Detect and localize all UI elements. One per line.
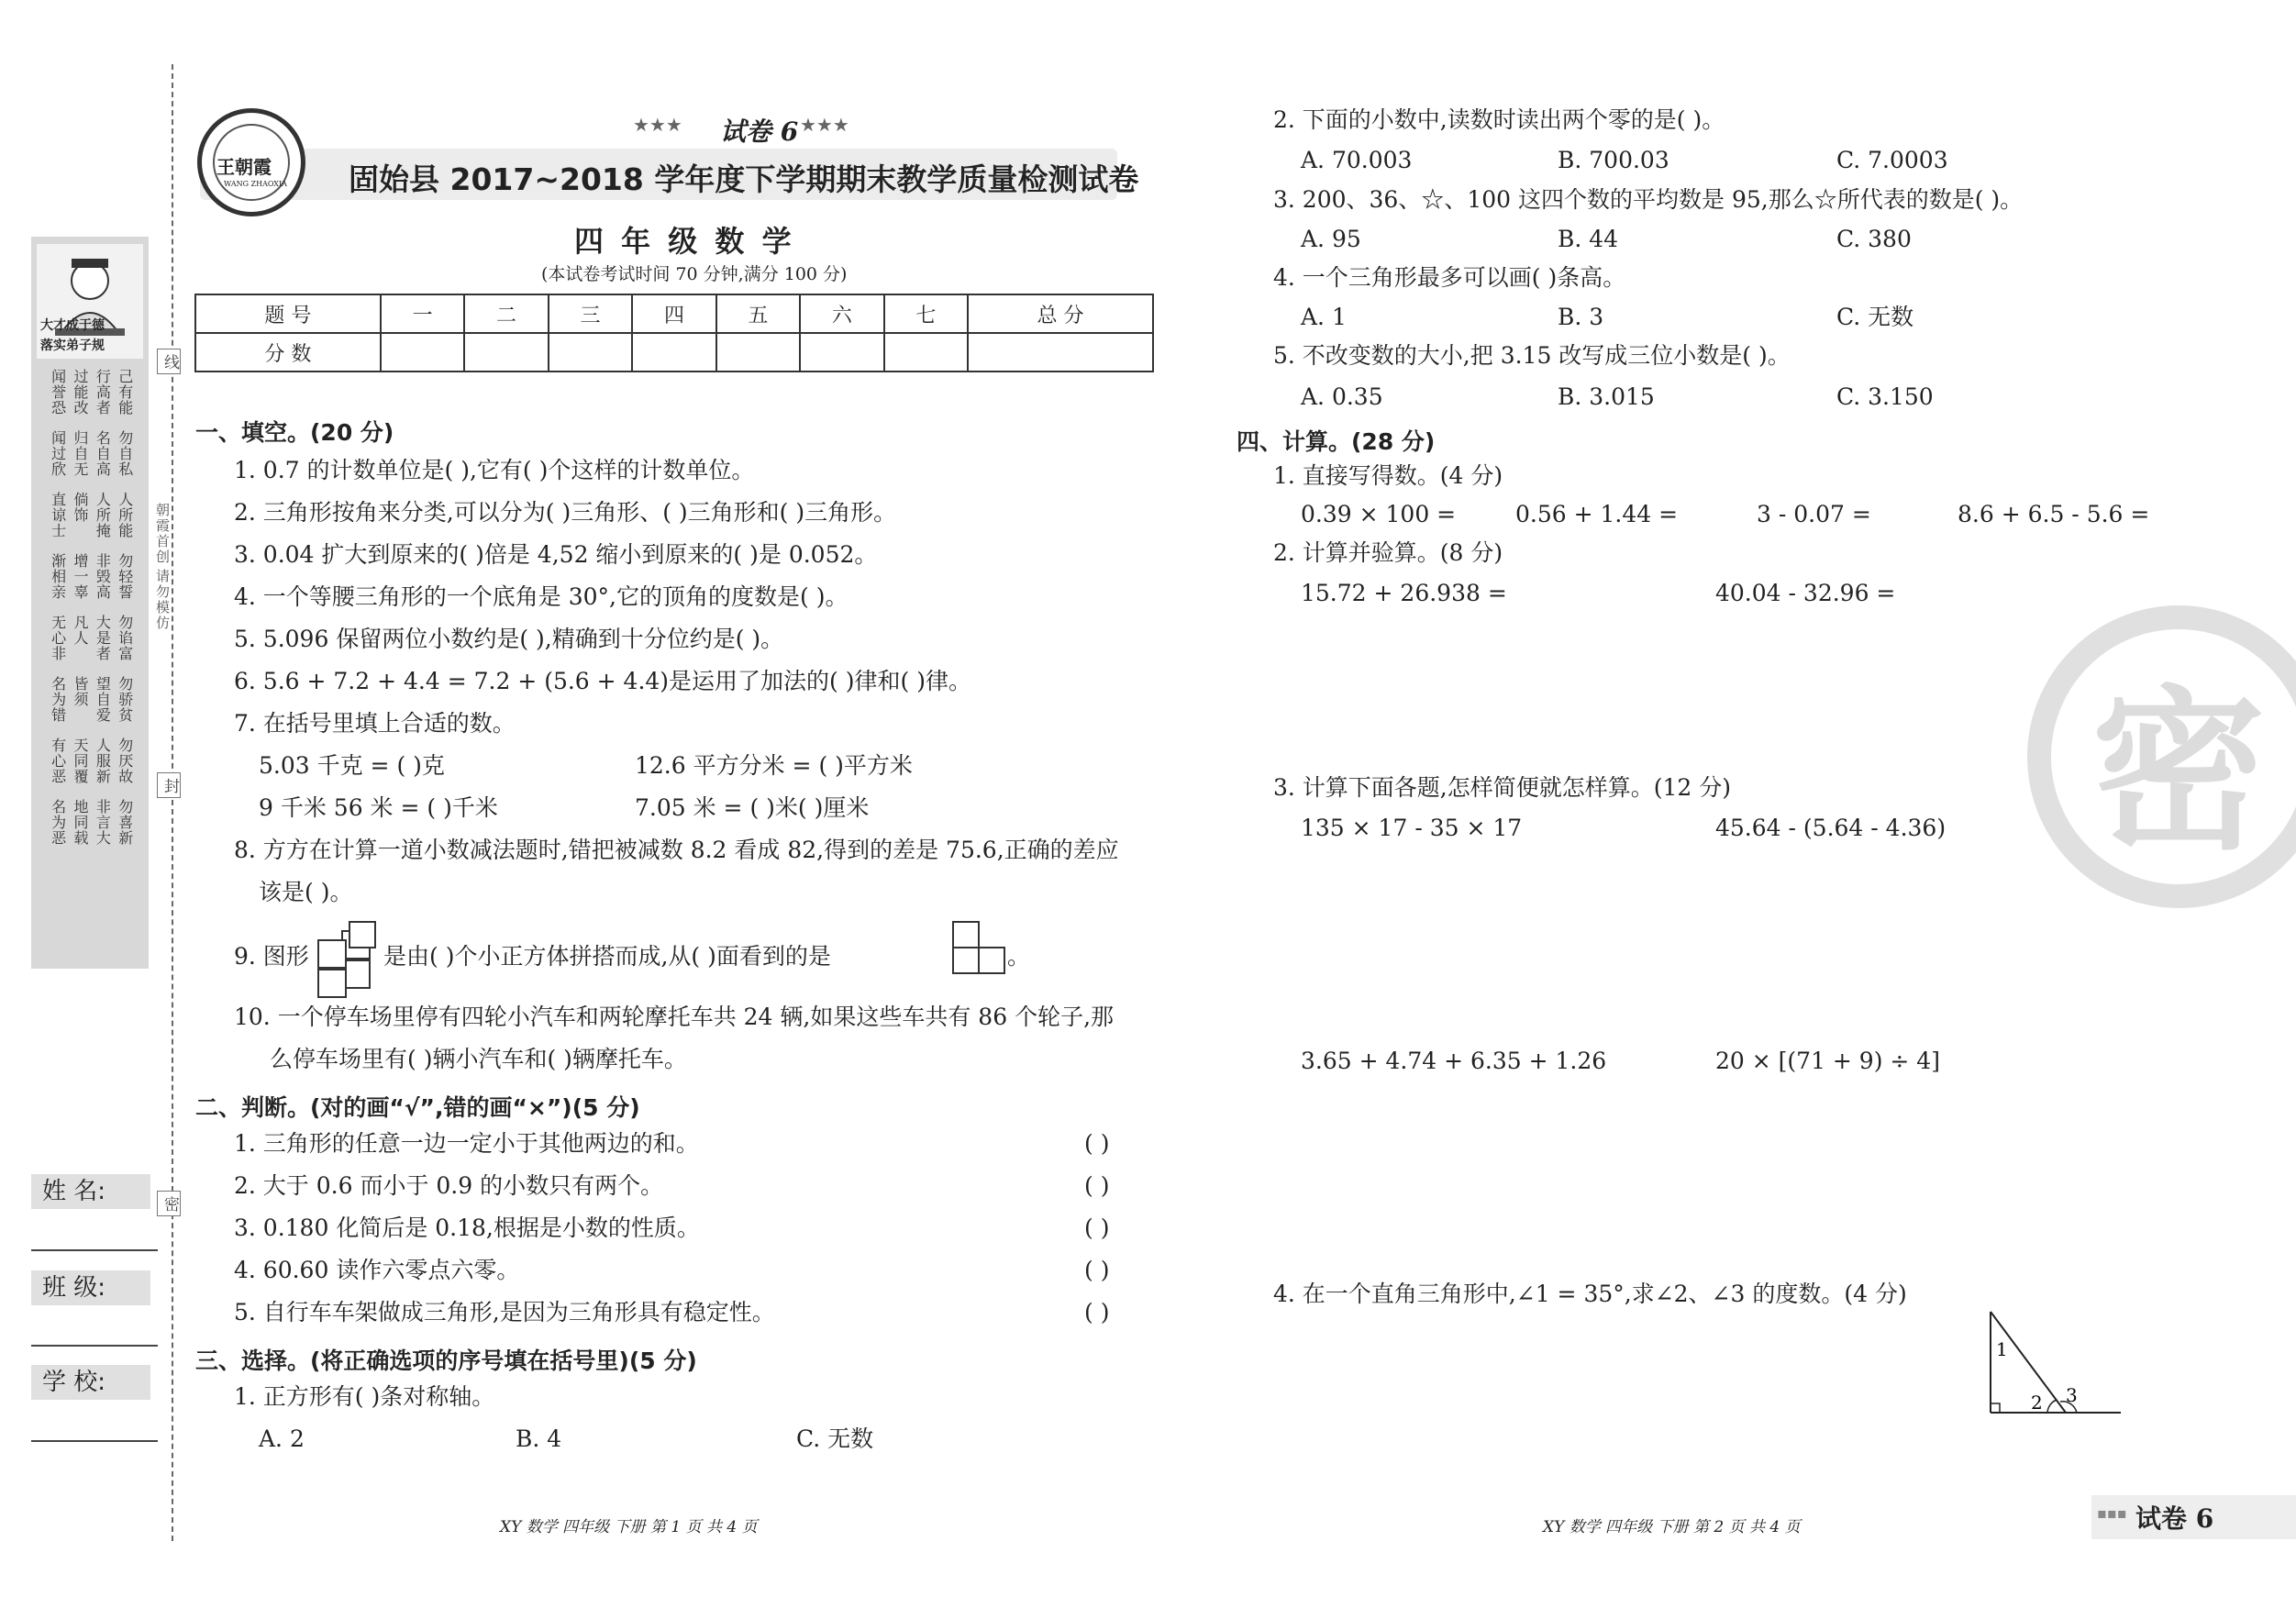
- s4-p2-expr: 15.72 + 26.938 =: [1301, 580, 1507, 606]
- s3-q5-option: A. 0.35: [1301, 383, 1383, 410]
- cube-block: [317, 969, 347, 998]
- s2-answer-paren[interactable]: ( ): [1084, 1172, 1110, 1199]
- s4-p1-expr: 0.56 + 1.44 =: [1515, 501, 1679, 527]
- s4-p1-expr: 0.39 × 100 =: [1301, 501, 1457, 527]
- view-square: [978, 947, 1005, 974]
- motto-col: 皆须: [72, 676, 89, 707]
- motto-col: 过能改: [72, 369, 89, 416]
- score-input[interactable]: [549, 333, 632, 372]
- s3-q2-option: C. 7.0003: [1836, 147, 1948, 173]
- motto-col: 直谅士: [49, 492, 67, 538]
- s4-p3-expr: 45.64 - (5.64 - 4.36): [1715, 815, 1947, 841]
- score-cell: 四: [632, 294, 715, 333]
- stars-right: ★★★: [800, 114, 849, 136]
- footer-left: XY 数学 四年级 下册 第 1 页 共 4 页: [500, 1518, 758, 1536]
- motto-col: 勿骄贫: [116, 676, 134, 723]
- section-1-title: 一、填空。(20 分): [195, 419, 394, 446]
- s3-q2-option: B. 700.03: [1558, 147, 1669, 173]
- s3-q4-option: C. 无数: [1836, 304, 1914, 330]
- view-square: [952, 947, 980, 974]
- s1-q7d: 7.05 米 = ( )米( )厘米: [635, 794, 870, 821]
- angle-label-1: 1: [1996, 1338, 2008, 1360]
- score-table-score-row: [195, 333, 1153, 372]
- s3-q3-option: A. 95: [1301, 226, 1361, 252]
- gutter-note-1: 朝霞首创: [154, 503, 171, 565]
- triangle-hypotenuse: [1991, 1312, 2066, 1413]
- s3-q1-option: C. 无数: [796, 1425, 874, 1452]
- score-cell: 一: [381, 294, 464, 333]
- slogan-line-2: 落实弟子规: [40, 338, 105, 353]
- motto-col: 有心恶: [49, 738, 67, 784]
- score-input[interactable]: [884, 333, 968, 372]
- s2-answer-paren[interactable]: ( ): [1084, 1214, 1110, 1241]
- s1-q10-line2: 么停车场里有( )辆小汽车和( )辆摩托车。: [270, 1046, 687, 1072]
- motto-col: 勿喜新: [116, 799, 134, 846]
- motto-col: 人所掩: [94, 492, 112, 538]
- s2-item: 5. 自行车车架做成三角形,是因为三角形具有稳定性。: [234, 1299, 775, 1325]
- motto-col: 望自爱: [94, 676, 112, 723]
- motto-group: [42, 553, 139, 600]
- motto-col: 勿谄富: [116, 615, 134, 661]
- s1-q7c: 9 千米 56 米 = ( )千米: [259, 794, 498, 821]
- score-table: [194, 294, 1154, 372]
- score-cell: 六: [800, 294, 883, 333]
- s3-q4-option: A. 1: [1301, 304, 1347, 330]
- s4-part4: 4. 在一个直角三角形中,∠1 = 35°,求∠2、∠3 的度数。(4 分): [1273, 1281, 1907, 1307]
- cube-block: [349, 921, 376, 948]
- motto-col: 天同覆: [72, 738, 89, 784]
- right-triangle-figure: [1981, 1303, 2128, 1422]
- s4-p3-expr: 135 × 17 - 35 × 17: [1301, 815, 1523, 841]
- paper-tag: 试卷 6: [720, 116, 799, 147]
- s3-q2-option: A. 70.003: [1301, 147, 1413, 173]
- s4-p1-expr: 8.6 + 6.5 - 5.6 =: [1958, 501, 2150, 527]
- s1-q5: 5. 5.096 保留两位小数约是( ),精确到十分位约是( )。: [234, 626, 784, 652]
- s1-q9-end: 。: [1007, 943, 1031, 970]
- s2-item: 1. 三角形的任意一边一定小于其他两边的和。: [234, 1130, 699, 1157]
- score-input[interactable]: [968, 333, 1153, 372]
- motto-group: [42, 492, 139, 538]
- gutter-note-2: 请勿模仿: [154, 569, 171, 631]
- score-input[interactable]: [464, 333, 548, 372]
- s3-q4: 4. 一个三角形最多可以画( )条高。: [1273, 264, 1626, 291]
- section-3-title: 三、选择。(将正确选项的序号填在括号里)(5 分): [195, 1347, 697, 1374]
- s4-part2: 2. 计算并验算。(8 分): [1273, 539, 1503, 566]
- binding-line: [172, 64, 173, 1541]
- s3-q3-option: C. 380: [1836, 226, 1912, 252]
- gutter-mark-mid: 封: [157, 772, 181, 798]
- score-cell: 七: [884, 294, 968, 333]
- motto-col: 非言大: [94, 799, 112, 846]
- school-field[interactable]: [31, 1440, 158, 1442]
- s2-item: 2. 大于 0.6 而小于 0.9 的小数只有两个。: [234, 1172, 664, 1199]
- motto-col: 人服新: [94, 738, 112, 784]
- motto-col: 渐相亲: [49, 553, 67, 600]
- seal-text: 密: [2091, 670, 2266, 873]
- motto-col: 勿轻誓: [116, 553, 134, 600]
- s1-q2: 2. 三角形按角来分类,可以分为( )三角形、( )三角形和( )三角形。: [234, 499, 897, 526]
- s2-item: 4. 60.60 读作六零点六零。: [234, 1257, 520, 1283]
- footer-tag: 试卷 6: [2135, 1503, 2214, 1534]
- motto-col: 闻过欣: [49, 430, 67, 477]
- motto-col: 地同载: [72, 799, 89, 846]
- brand-logo-sub: WANG ZHAOXIA: [224, 180, 287, 188]
- cube-block: [317, 939, 347, 969]
- score-input[interactable]: [800, 333, 883, 372]
- s4-p3-expr: 20 × [(71 + 9) ÷ 4]: [1715, 1048, 1940, 1074]
- right-angle-mark: [1991, 1403, 2000, 1413]
- score-table-header-row: [195, 294, 1153, 333]
- motto-col: 倘饰: [72, 492, 89, 523]
- footer-right: XY 数学 四年级 下册 第 2 页 共 4 页: [1543, 1518, 1801, 1536]
- s4-p2-expr: 40.04 - 32.96 =: [1715, 580, 1896, 606]
- name-label: 姓 名:: [31, 1174, 150, 1209]
- s4-p3-expr: 3.65 + 4.74 + 6.35 + 1.26: [1301, 1048, 1607, 1074]
- angle-arc-2: [2047, 1400, 2057, 1413]
- angle-label-2: 2: [2031, 1392, 2043, 1414]
- score-input[interactable]: [716, 333, 800, 372]
- subject-title: 四 年 级 数 学: [574, 224, 795, 259]
- s3-q5-option: B. 3.015: [1558, 383, 1655, 410]
- s1-q10-line1: 10. 一个停车场里停有四轮小汽车和两轮摩托车共 24 辆,如果这些车共有 86 个轮子,那: [234, 1004, 1115, 1030]
- score-cell: 三: [549, 294, 632, 333]
- score-cell: 二: [464, 294, 548, 333]
- motto-col: 闻誉恐: [49, 369, 67, 416]
- s3-q2: 2. 下面的小数中,读数时读出两个零的是( )。: [1273, 106, 1725, 133]
- s1-q6: 6. 5.6 + 7.2 + 4.4 = 7.2 + (5.6 + 4.4)是运用了加法的( )律和( )律。: [234, 668, 971, 694]
- motto-group: [42, 615, 139, 661]
- s1-q9-start: 9. 图形: [234, 943, 309, 970]
- s3-q3: 3. 200、36、☆、100 这四个数的平均数是 95,那么☆所代表的数是( )。: [1273, 186, 2024, 213]
- motto-col: 归自无: [72, 430, 89, 477]
- s3-q5: 5. 不改变数的大小,把 3.15 改写成三位小数是( )。: [1273, 342, 1791, 369]
- score-cell: 题 号: [195, 294, 381, 333]
- motto-col: 增一辜: [72, 553, 89, 600]
- s1-q7: 7. 在括号里填上合适的数。: [234, 710, 516, 737]
- s1-q9-mid: 是由( )个小正方体拼搭而成,从( )面看到的是: [383, 943, 831, 970]
- s1-q3: 3. 0.04 扩大到原来的( )倍是 4,52 缩小到原来的( )是 0.052。: [234, 541, 878, 568]
- motto-col: 非毁高: [94, 553, 112, 600]
- stars-left: ★★★: [633, 114, 682, 136]
- motto-col: 己有能: [116, 369, 134, 416]
- motto-col: 大是者: [94, 615, 112, 661]
- footer-tag-dots: ▪▪▪: [2097, 1504, 2127, 1522]
- s3-q1-option: B. 4: [516, 1425, 562, 1452]
- motto-col: 名为错: [49, 676, 67, 723]
- s1-q8-line2: 该是( )。: [259, 879, 353, 905]
- s4-part1: 1. 直接写得数。(4 分): [1273, 462, 1503, 489]
- score-cell: 分 数: [195, 333, 381, 372]
- brand-logo-text: 王朝霞: [216, 156, 272, 178]
- class-label: 班 级:: [31, 1270, 150, 1305]
- s1-q1: 1. 0.7 的计数单位是( ),它有( )个这样的计数单位。: [234, 457, 755, 483]
- s2-answer-paren[interactable]: ( ): [1084, 1257, 1110, 1283]
- section-2-title: 二、判断。(对的画“√”,错的画“×”)(5 分): [195, 1094, 640, 1121]
- s4-part3: 3. 计算下面各题,怎样简便就怎样算。(12 分): [1273, 774, 1732, 801]
- name-field[interactable]: [31, 1249, 158, 1251]
- motto-group: [42, 738, 139, 784]
- slogan-line-1: 大才成于德: [40, 318, 105, 333]
- motto-col: 行高者: [94, 369, 112, 416]
- motto-block: [42, 369, 139, 965]
- school-label: 学 校:: [31, 1365, 150, 1400]
- motto-group: [42, 799, 139, 846]
- s2-item: 3. 0.180 化简后是 0.18,根据是小数的性质。: [234, 1214, 700, 1241]
- motto-col: 名自高: [94, 430, 112, 477]
- exam-note: (本试卷考试时间 70 分钟,满分 100 分): [541, 264, 848, 284]
- s3-q5-option: C. 3.150: [1836, 383, 1934, 410]
- motto-col: 勿厌故: [116, 738, 134, 784]
- motto-col: 勿自私: [116, 430, 134, 477]
- motto-col: 人所能: [116, 492, 134, 538]
- score-cell: 总 分: [968, 294, 1153, 333]
- score-input[interactable]: [632, 333, 715, 372]
- s1-q7a: 5.03 千克 = ( )克: [259, 752, 445, 779]
- gutter-mark-bottom: 密: [157, 1191, 181, 1216]
- motto-col: 凡人: [72, 615, 89, 646]
- motto-group: [42, 369, 139, 416]
- score-input[interactable]: [381, 333, 464, 372]
- confidential-seal: [2027, 605, 2296, 908]
- exam-title: 固始县 2017~2018 学年度下学期期末教学质量检测试卷: [349, 161, 1139, 197]
- s3-q3-option: B. 44: [1558, 226, 1619, 252]
- motto-col: 无心非: [49, 615, 67, 661]
- s3-q4-option: B. 3: [1558, 304, 1604, 330]
- score-cell: 五: [716, 294, 800, 333]
- s1-q7b: 12.6 平方分米 = ( )平方米: [635, 752, 913, 779]
- s2-answer-paren[interactable]: ( ): [1084, 1130, 1110, 1157]
- class-field[interactable]: [31, 1345, 158, 1347]
- s1-q4: 4. 一个等腰三角形的一个底角是 30°,它的顶角的度数是( )。: [234, 583, 849, 610]
- motto-col: 名为恶: [49, 799, 67, 846]
- gutter-mark-top: 线: [157, 349, 181, 374]
- s2-answer-paren[interactable]: ( ): [1084, 1299, 1110, 1325]
- motto-group: [42, 430, 139, 477]
- s3-q1: 1. 正方形有( )条对称轴。: [234, 1383, 495, 1410]
- s1-q8-line1: 8. 方方在计算一道小数减法题时,错把被减数 8.2 看成 82,得到的差是 75.6,正确的差应: [234, 837, 1119, 863]
- view-square: [952, 921, 980, 948]
- s3-q1-option: A. 2: [259, 1425, 305, 1452]
- motto-group: [42, 676, 139, 723]
- section-4-title: 四、计算。(28 分): [1237, 428, 1436, 455]
- s4-p1-expr: 3 - 0.07 =: [1757, 501, 1871, 527]
- angle-label-3: 3: [2066, 1384, 2078, 1406]
